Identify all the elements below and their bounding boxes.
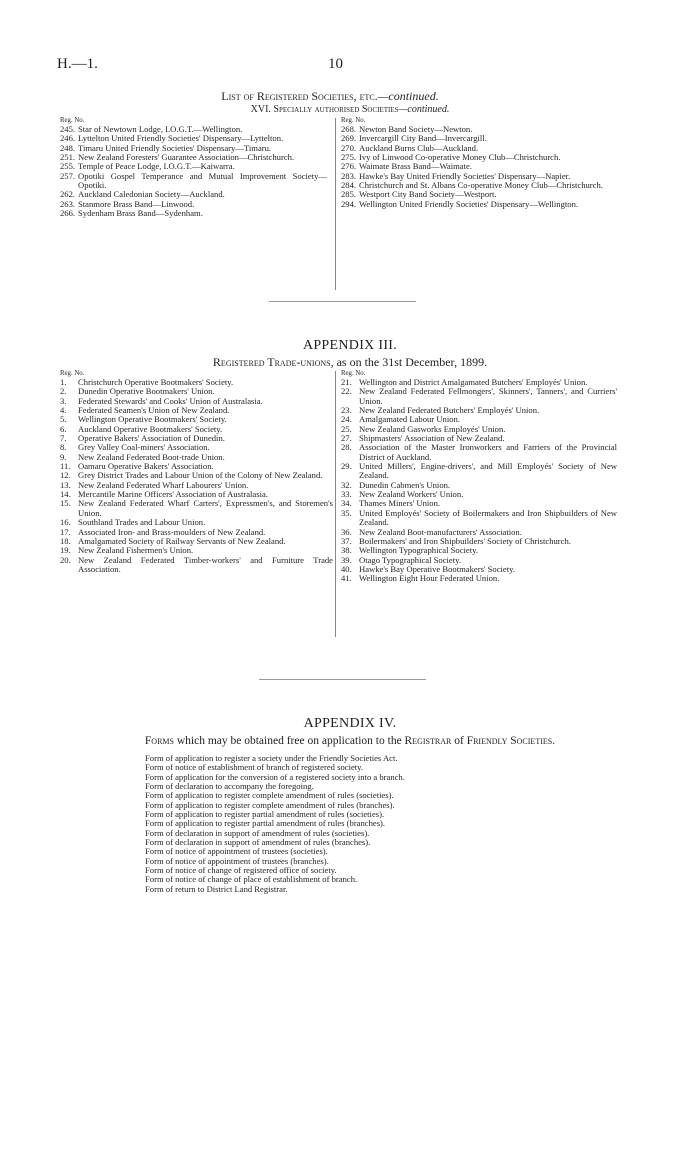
reg-number: 27. [341, 433, 352, 444]
entry-text: Invercargill City Band—Invercargill. [359, 133, 487, 144]
section-divider [259, 679, 426, 680]
reg-number: 24. [341, 414, 352, 425]
form-item: Form of application to register partial amendment of rules (branches). [145, 818, 386, 829]
entry-text: Associated Iron- and Brass-moulders of New Zealand. [78, 526, 266, 537]
subtitle-middle: which may be obtained free on application to the [173, 735, 405, 747]
reg-number: 29. [341, 461, 352, 472]
entry-text: Christchurch Operative Bootmakers' Society. [78, 377, 234, 387]
form-item: Form of notice of establishment of branch of registered society. [145, 762, 364, 773]
form-item: Form of application to register complete amendment of rules (branches). [145, 799, 395, 810]
subtitle-registrar: Registrar [404, 735, 452, 747]
form-item: Form of notice of change of place of establishment of branch. [145, 874, 358, 885]
reg-number: 285. [341, 189, 357, 200]
reg-number: 2. [60, 386, 67, 397]
entry-text: Timaru United Friendly Societies' Dispensary—Timaru. [78, 142, 272, 153]
list-item [341, 509, 617, 528]
reg-number: 33. [341, 489, 352, 500]
reg-number: 39. [341, 554, 352, 565]
entry-text: Star of Newtown Lodge, I.O.G.T.—Wellington. [78, 124, 243, 134]
subtitle-of: of [451, 735, 467, 747]
unions-right-entries [341, 378, 617, 584]
reg-no-label: Reg. No. [60, 370, 85, 377]
entry-text: New Zealand Federated Butchers' Employés' Union. [359, 405, 540, 416]
entry-text: New Zealand Federated Fellmongers', Skinners', Tanners', and Curriers' Union. [359, 386, 617, 406]
entry-text: United Millers', Engine-drivers', and Mill Employés' Society of New Zealand. [359, 461, 617, 481]
list-item [341, 200, 617, 209]
unions-right-column [341, 370, 617, 584]
list-item [341, 462, 617, 481]
form-item: Form of notice of appointment of trustees (branches). [145, 855, 329, 866]
entry-text: Dunedin Operative Bootmakers' Union. [78, 386, 215, 397]
page-header [0, 0, 700, 80]
list-item [60, 556, 333, 575]
list-title-text: List of Registered Societies, etc. [221, 89, 378, 103]
reg-number: 15. [60, 498, 71, 509]
entry-text: Amalgamated Labour Union. [359, 414, 460, 425]
entry-text: Auckland Operative Bootmakers' Society. [78, 423, 223, 434]
entry-text: Opotiki Gospel Temperance and Mutual Improvement Society—Opotiki. [78, 170, 327, 191]
list-left-column [60, 117, 327, 218]
entry-text: Oamaru Operative Bakers' Association. [78, 461, 214, 472]
list-item [60, 209, 327, 218]
entry-text: Stanmore Brass Band—Linwood. [78, 198, 195, 209]
reg-number: 283. [341, 170, 357, 181]
reg-number: 5. [60, 414, 67, 425]
reg-number: 19. [60, 545, 71, 556]
reg-number: 255. [60, 161, 76, 172]
unions-left-column [60, 370, 333, 574]
form-item: Form of notice of appointment of trustees (societies). [145, 846, 328, 857]
entry-text: Boilermakers' and Iron Shipbuilders' Society of Christchurch. [359, 535, 571, 546]
entry-text: Shipmasters' Association of New Zealand. [359, 433, 505, 444]
list-left-entries [60, 125, 327, 218]
entry-text: New Zealand Boot-manufacturers' Association. [359, 526, 522, 537]
appendix-iii-subtitle-rest: as on the 31st December, 1899. [333, 355, 488, 369]
column-divider [335, 371, 336, 637]
list-subtitle [150, 104, 550, 115]
entry-text: New Zealand Foresters' Guarantee Association—Christchurch. [78, 152, 295, 163]
entry-text: Auckland Burns Club—Auckland. [359, 142, 479, 153]
entry-text: Ivy of Linwood Co-operative Money Club—Christchurch. [359, 152, 561, 163]
reg-number: 7. [60, 433, 67, 444]
entry-text: United Employés' Society of Boilermakers and Iron Shipbuilders of New Zealand. [359, 507, 617, 528]
reg-number: 20. [60, 554, 71, 565]
list-item [60, 499, 333, 518]
reg-number: 245. [60, 124, 76, 134]
reg-number: 22. [341, 386, 352, 397]
entry-text: Newton Band Society—Newton. [359, 124, 473, 134]
reg-number: 248. [60, 142, 76, 153]
reg-number: 262. [60, 189, 76, 200]
reg-number: 246. [60, 133, 76, 144]
entry-text: Wellington Eight Hour Federated Union. [359, 573, 500, 584]
form-item: Form of declaration in support of amendment of rules (branches). [145, 837, 371, 848]
entry-text: Federated Seamen's Union of New Zealand. [78, 405, 230, 416]
list-right-entries [341, 125, 617, 209]
unions-left-entries [60, 378, 333, 574]
entry-text: Sydenham Brass Band—Sydenham. [78, 208, 203, 219]
reg-number: 18. [60, 535, 71, 546]
appendix-iii-subtitle-caps: Registered Trade-unions, [212, 355, 334, 369]
list-subtitle-text: XVI. Specially authorised Societies [250, 104, 399, 115]
reg-number: 6. [60, 423, 67, 434]
reg-number: 3. [60, 395, 67, 406]
subtitle-friendly-societies: Friendly Societies. [466, 735, 556, 747]
entry-text: Wellington and District Amalgamated Butchers' Employés' Union. [359, 377, 588, 387]
reg-number: 17. [60, 526, 71, 537]
entry-text: Temple of Peace Lodge, I.O.G.T.—Kaiwarra. [78, 161, 235, 172]
list-right-column [341, 117, 617, 209]
reg-number: 32. [341, 479, 352, 490]
reg-number: 36. [341, 526, 352, 537]
reg-number: 34. [341, 498, 352, 509]
reg-number: 269. [341, 133, 357, 144]
page-number: 10 [328, 56, 343, 72]
entry-text: Mercantile Marine Officers' Association of Australasia. [78, 489, 268, 500]
entry-text: New Zealand Gasworks Employés' Union. [359, 423, 506, 434]
reg-no-label: Reg. No. [60, 117, 85, 124]
entry-text: Dunedin Cabmen's Union. [359, 479, 451, 490]
form-item: Form of application to register a society under the Friendly Societies Act. [145, 753, 398, 763]
form-item: Form of application for the conversion of a registered society into a branch. [145, 771, 405, 782]
entry-text: Hawke's Bay Operative Bootmakers' Society. [359, 563, 515, 574]
reg-number: 23. [341, 405, 352, 416]
list-item [60, 172, 327, 191]
section-divider [269, 301, 416, 302]
reg-number: 251. [60, 152, 76, 163]
entry-text: New Zealand Federated Wharf Carters', Expressmen's, and Storemen's Union. [78, 498, 333, 518]
entry-text: Amalgamated Society of Railway Servants of New Zealand. [78, 535, 286, 546]
reg-number: 25. [341, 423, 352, 434]
entry-text: New Zealand Workers' Union. [359, 489, 464, 500]
form-item: Form of declaration to accompany the foregoing. [145, 781, 314, 792]
reg-number: 1. [60, 377, 67, 387]
reg-number: 13. [60, 479, 71, 490]
entry-text: Waimate Brass Band—Waimate. [359, 161, 472, 172]
reg-number: 37. [341, 535, 352, 546]
reg-number: 266. [60, 208, 76, 219]
form-item: Form of return to District Land Registrar. [145, 883, 288, 894]
appendix-iii-title: APPENDIX III. [302, 338, 398, 353]
entry-text: Auckland Caledonian Society—Auckland. [78, 189, 225, 200]
entry-text: Wellington United Friendly Societies' Dispensary—Wellington. [359, 198, 579, 209]
reg-number: 257. [60, 170, 76, 181]
appendix-iv-title: APPENDIX IV. [303, 716, 397, 731]
forms-list [145, 754, 545, 894]
reg-number: 40. [341, 563, 352, 574]
list-item [341, 443, 617, 462]
entry-text: New Zealand Federated Boot-trade Union. [78, 451, 225, 462]
reg-number: 38. [341, 545, 352, 556]
appendix-iii-subtitle [100, 355, 600, 370]
entry-text: New Zealand Federated Timber-workers' and Furniture Trade Association. [78, 554, 333, 574]
list-item [341, 574, 617, 583]
reg-number: 12. [60, 470, 71, 481]
entry-text: Christchurch and St. Albans Co-operative Money Club—Christchurch. [359, 180, 603, 191]
subtitle-forms: Forms [144, 735, 174, 747]
form-item: Form of application to register complete amendment of rules (societies). [145, 790, 394, 801]
list-title-suffix: —continued. [377, 89, 439, 103]
entry-text: New Zealand Federated Wharf Labourers' Union. [78, 479, 249, 490]
form-item: Form of notice of change of registered office of society. [145, 865, 337, 876]
appendix-iv-subtitle [30, 735, 670, 747]
reg-number: 4. [60, 405, 67, 416]
document-reference: H.—1. [57, 56, 98, 72]
entry-text: Lyttelton United Friendly Societies' Dispensary—Lyttelton. [78, 133, 284, 144]
reg-number: 8. [60, 442, 67, 453]
reg-number: 11. [60, 461, 71, 472]
entry-text: Association of the Master Ironworkers and Farriers of the Provincial District of Auckland. [359, 442, 617, 462]
reg-number: 41. [341, 573, 352, 584]
entry-text: Thames Miners' Union. [359, 498, 441, 509]
entry-text: New Zealand Fishermen's Union. [78, 545, 194, 556]
reg-no-label: Reg. No. [341, 117, 366, 124]
reg-number: 294. [341, 198, 357, 209]
reg-number: 28. [341, 442, 352, 453]
entry-text: Otago Typographical Society. [359, 554, 462, 565]
entry-text: Federated Stewards' and Cooks' Union of Australasia. [78, 395, 263, 406]
reg-number: 270. [341, 142, 357, 153]
entry-text: Westport City Band Society—Westport. [359, 189, 497, 200]
reg-number: 268. [341, 124, 357, 134]
entry-text: Wellington Typographical Society. [359, 545, 478, 556]
reg-number: 276. [341, 161, 357, 172]
reg-number: 21. [341, 377, 352, 387]
list-subtitle-suffix: —continued. [398, 104, 450, 115]
entry-text: Hawke's Bay United Friendly Societies' Dispensary—Napier. [359, 170, 571, 181]
form-item: Form of declaration in support of amendment of rules (societies). [145, 827, 370, 838]
entry-text: Grey Valley Coal-miners' Association. [78, 442, 210, 453]
reg-number: 16. [60, 517, 71, 528]
reg-number: 284. [341, 180, 357, 191]
list-title [100, 89, 560, 104]
reg-number: 14. [60, 489, 71, 500]
column-divider [335, 118, 336, 290]
entry-text: Wellington Operative Bootmakers' Society. [78, 414, 227, 425]
form-item: Form of application to register partial amendment of rules (societies). [145, 809, 385, 820]
entry-text: Operative Bakers' Association of Dunedin. [78, 433, 225, 444]
reg-number: 35. [341, 507, 352, 518]
reg-number: 9. [60, 451, 67, 462]
entry-text: Grey District Trades and Labour Union of the Colony of New Zealand. [78, 470, 323, 481]
reg-no-label: Reg. No. [341, 370, 366, 377]
list-item [341, 387, 617, 406]
reg-number: 275. [341, 152, 357, 163]
entry-text: Southland Trades and Labour Union. [78, 517, 206, 528]
reg-number: 263. [60, 198, 76, 209]
